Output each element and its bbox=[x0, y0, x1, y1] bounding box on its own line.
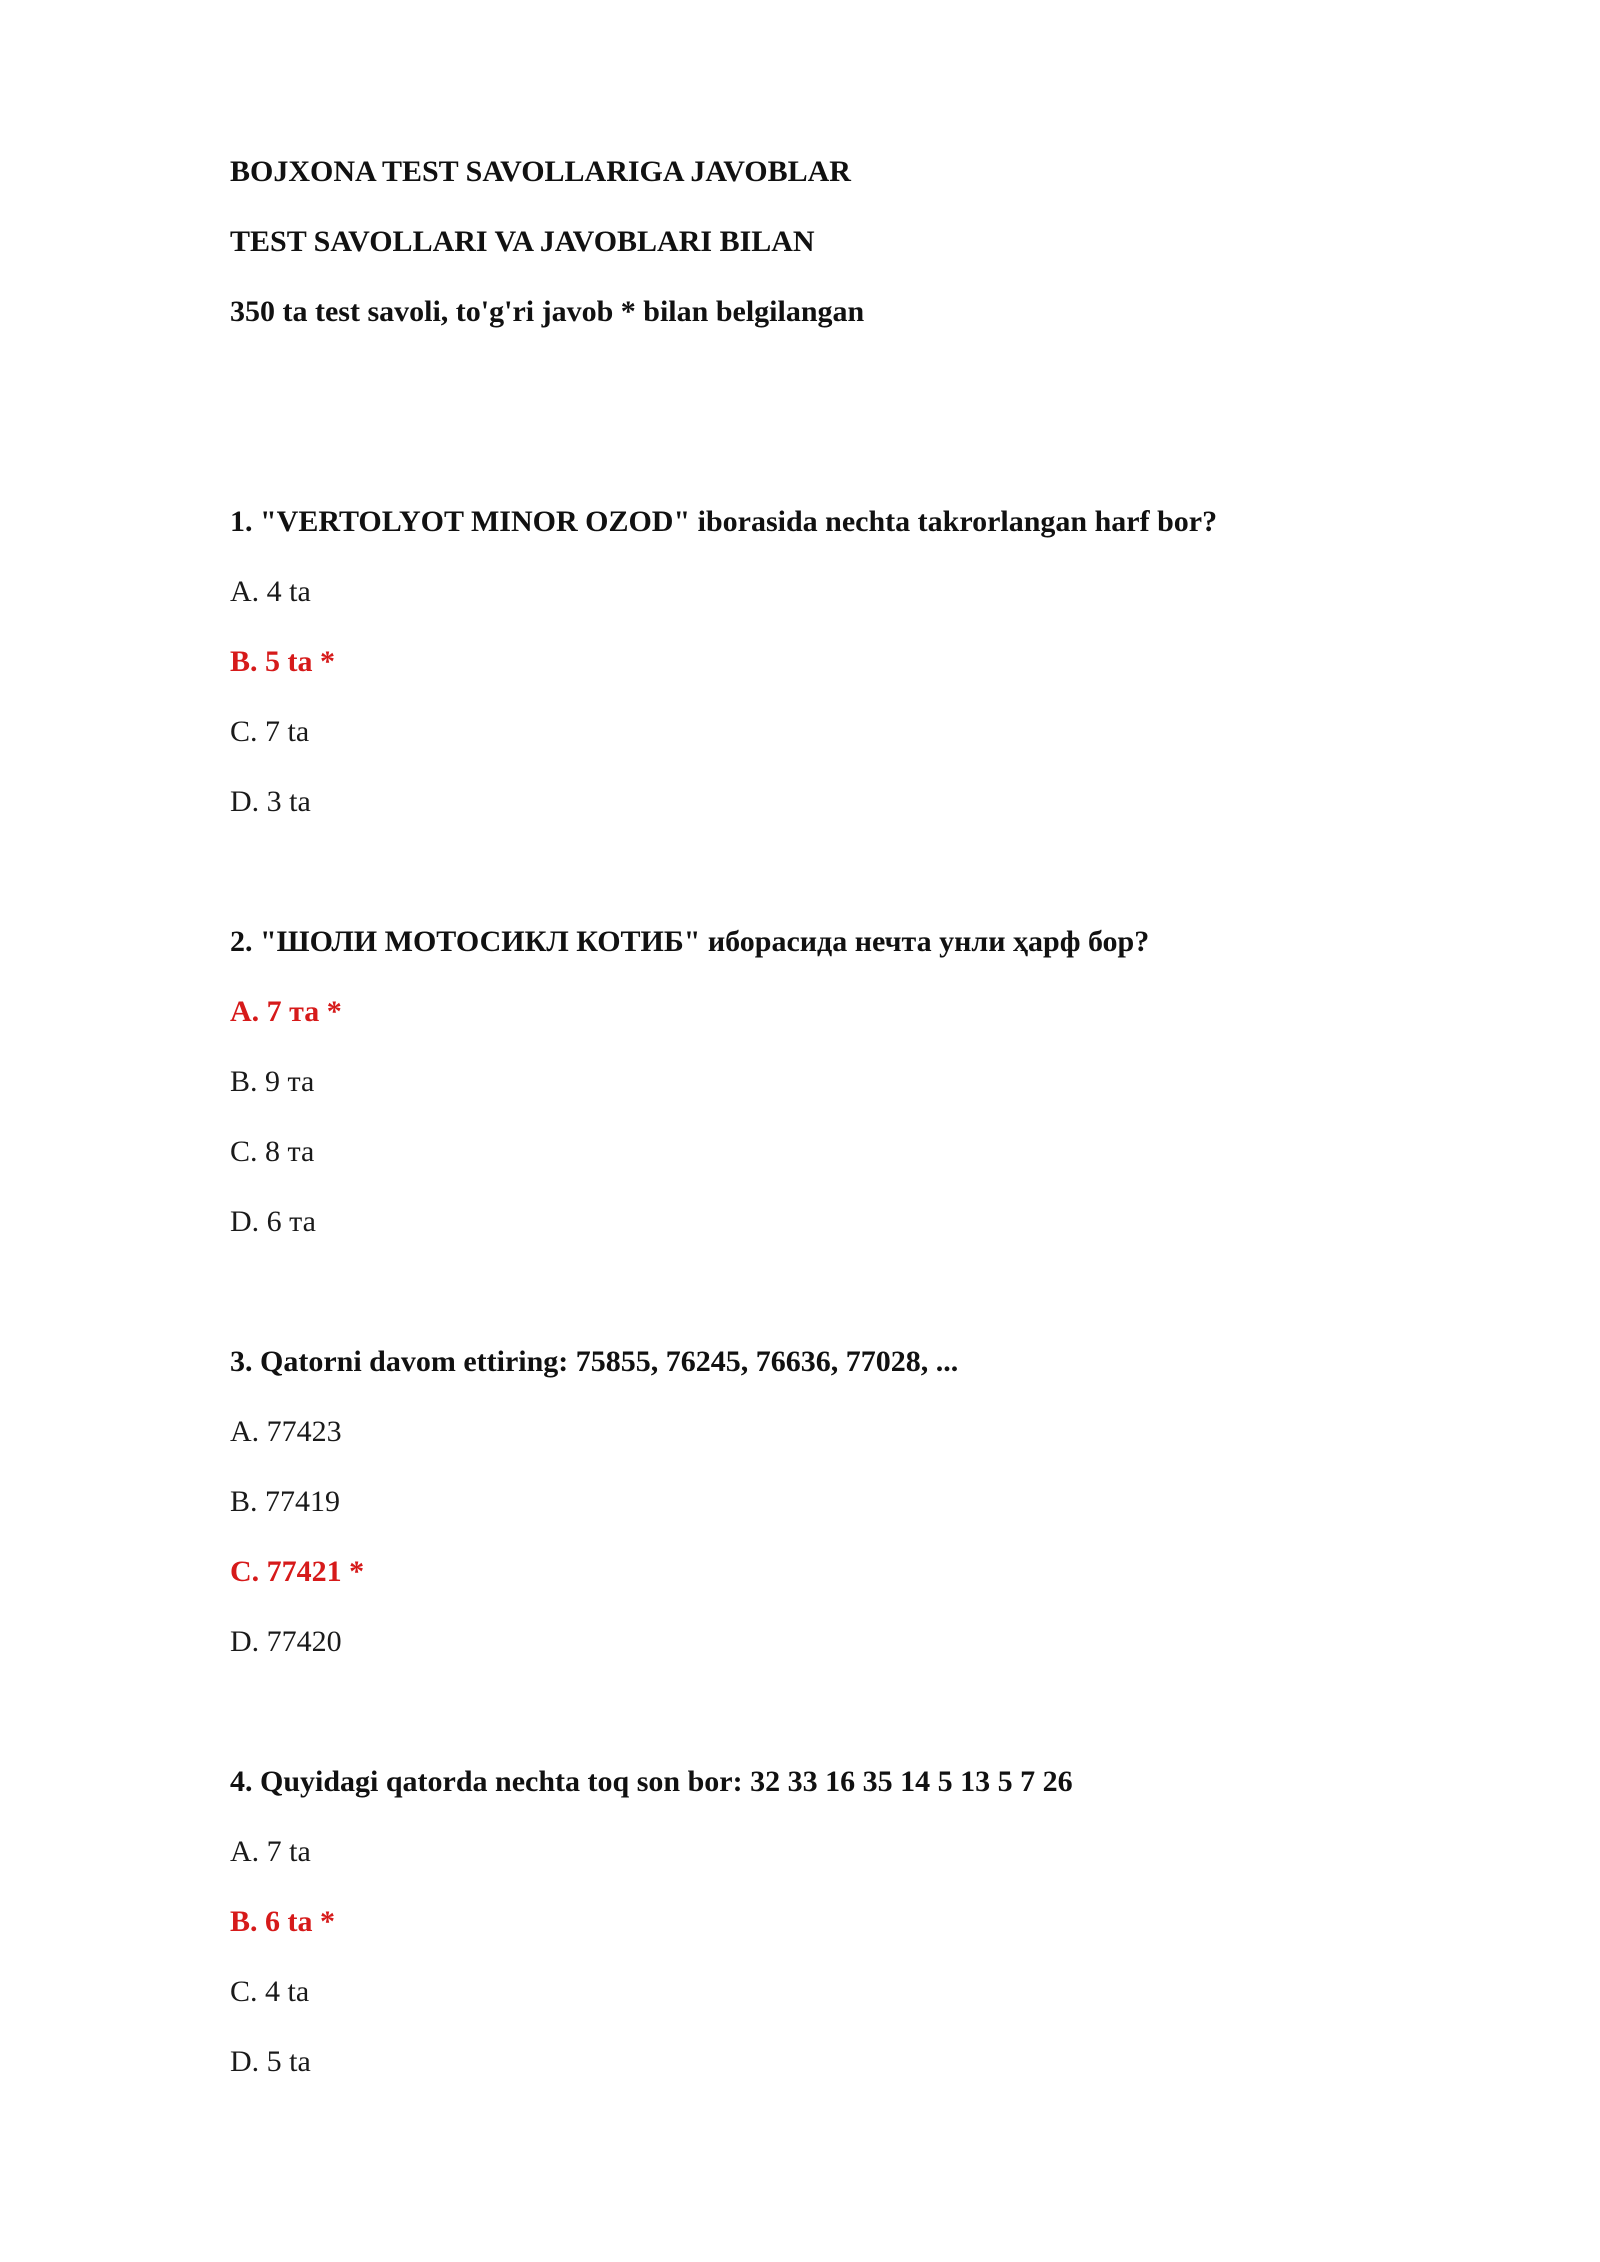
answer-option-c: C. 8 та bbox=[230, 1135, 315, 1168]
answer-option-c-correct: C. 77421 * bbox=[230, 1555, 365, 1588]
answer-option-a: A. 7 ta bbox=[230, 1835, 311, 1868]
answer-option-d: D. 77420 bbox=[230, 1625, 342, 1658]
answer-option-b-correct: B. 6 ta * bbox=[230, 1905, 335, 1938]
answer-option-d: D. 3 ta bbox=[230, 785, 311, 818]
answer-option-c: C. 4 ta bbox=[230, 1975, 310, 2008]
answer-option-d: D. 6 та bbox=[230, 1205, 316, 1238]
answer-option-d: D. 5 ta bbox=[230, 2045, 311, 2078]
answer-option-c: C. 7 ta bbox=[230, 715, 310, 748]
question-text: 3. Qatorni davom ettiring: 75855, 76245, 76636, 77028, ... bbox=[230, 1345, 959, 1378]
document-description: 350 ta test savoli, to'g'ri javob * bilan belgilangan bbox=[230, 295, 865, 328]
answer-option-b: B. 9 та bbox=[230, 1065, 315, 1098]
answer-option-b: B. 77419 bbox=[230, 1485, 341, 1518]
question-text: 1. "VERTOLYOT MINOR OZOD" iborasida nechta takrorlangan harf bor? bbox=[230, 505, 1218, 538]
answer-option-a-correct: A. 7 та * bbox=[230, 995, 342, 1028]
document-title: BOJXONA TEST SAVOLLARIGA JAVOBLAR bbox=[230, 155, 851, 188]
answer-option-b-correct: B. 5 ta * bbox=[230, 645, 335, 678]
answer-option-a: A. 4 ta bbox=[230, 575, 311, 608]
answer-option-a: A. 77423 bbox=[230, 1415, 342, 1448]
document-subtitle: TEST SAVOLLARI VA JAVOBLARI BILAN bbox=[230, 225, 815, 258]
question-text: 4. Quyidagi qatorda nechta toq son bor: 32 33 16 35 14 5 13 5 7 26 bbox=[230, 1765, 1073, 1798]
question-text: 2. "ШОЛИ МОТОСИКЛ КОТИБ" иборасида нечта унли ҳарф бор? bbox=[230, 925, 1150, 958]
